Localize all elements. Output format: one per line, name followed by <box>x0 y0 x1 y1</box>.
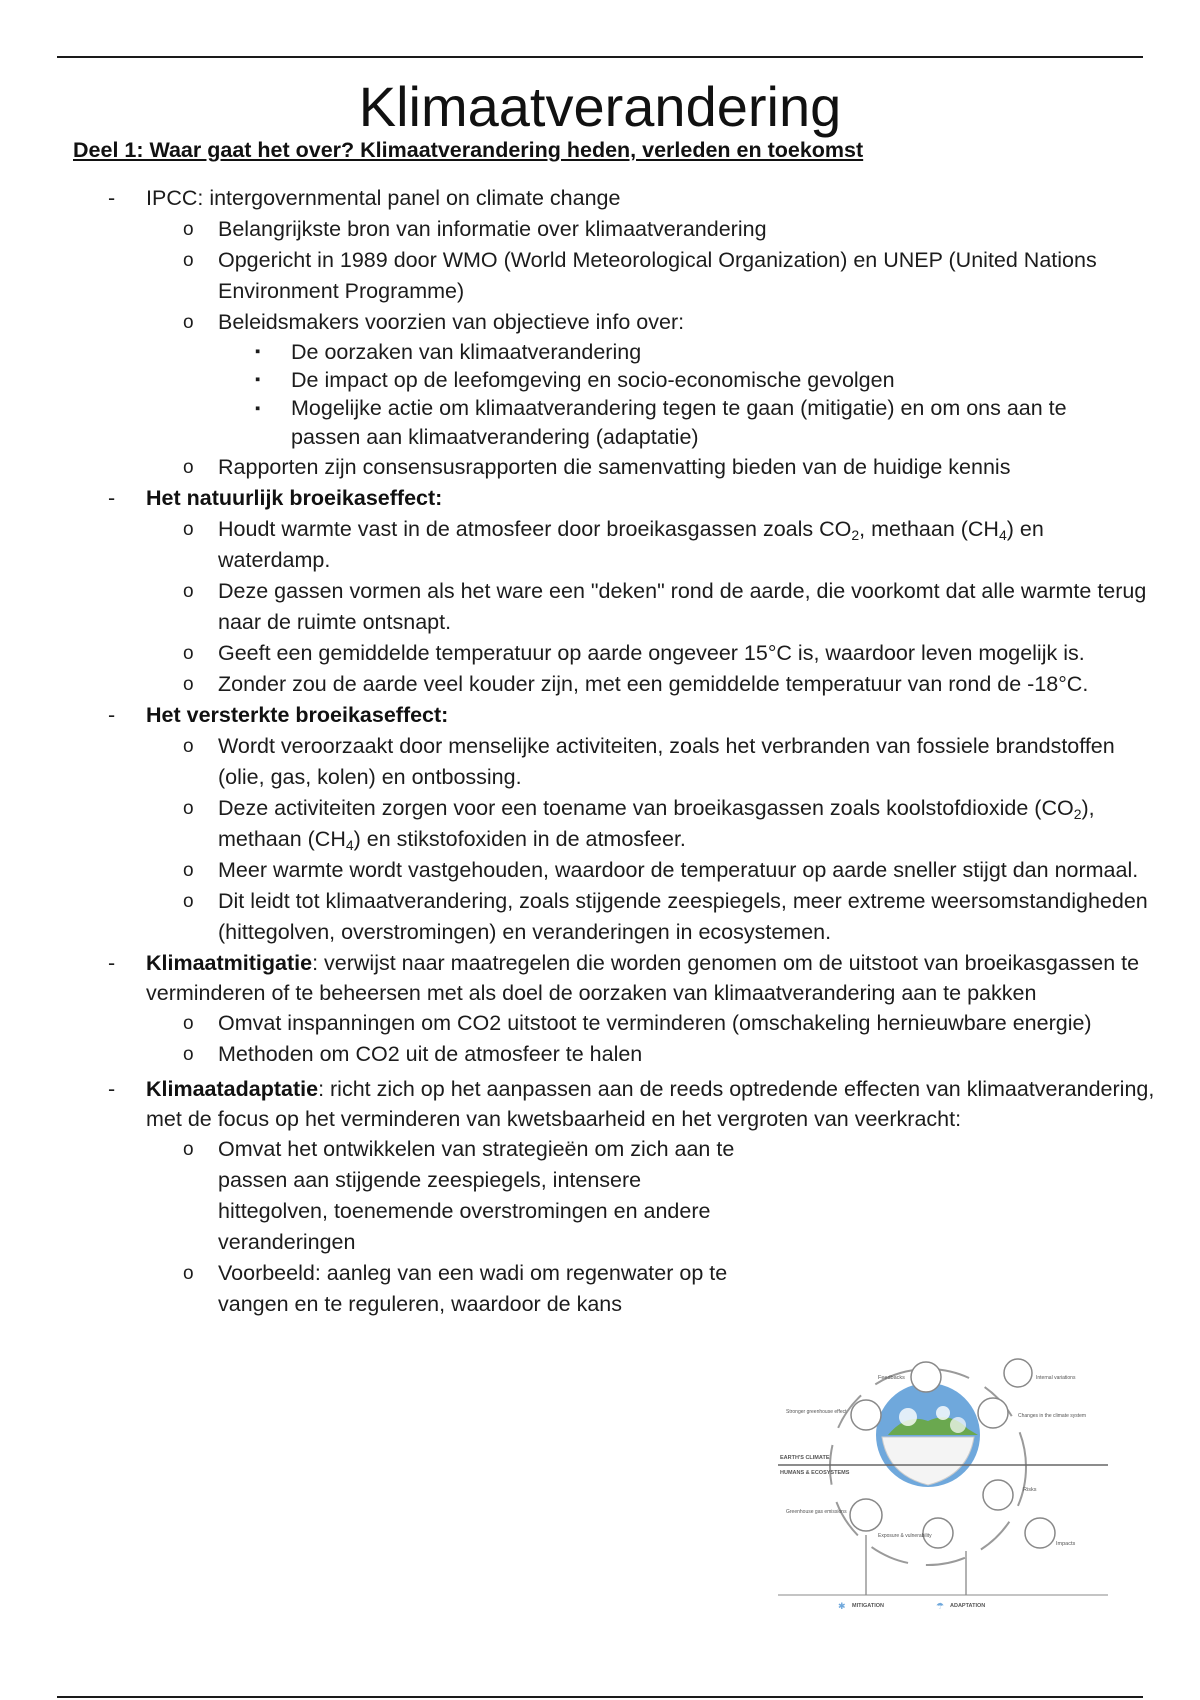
list-item <box>0 1008 1200 1039</box>
ipcc-heading: IPCC: intergovernmental panel on climate change <box>146 186 621 210</box>
internal-variations-icon <box>1004 1359 1032 1387</box>
list-item-natural-greenhouse <box>0 483 1200 514</box>
stronger-greenhouse-label: Stronger greenhouse effect <box>786 1409 847 1415</box>
feedbacks-label: Feedbacks <box>878 1375 905 1381</box>
list-item-adaptation <box>0 1074 1200 1134</box>
item-text: Klimaatadaptatie: richt zich op het aanpassen aan de reeds optredende effecten van klimaatverandering, met de focus op het verminderen van kwetsbaarheid en het vergroten van veerkracht: <box>146 1077 1155 1131</box>
circle-marker: o <box>183 1139 194 1160</box>
circle-marker: o <box>183 643 194 664</box>
item-text: Rapporten zijn consensusrapporten die samenvatting bieden van de huidige kennis <box>218 455 1011 479</box>
snowflake-icon: ✱ <box>838 1601 846 1611</box>
emissions-label: Greenhouse gas emissions <box>786 1509 847 1515</box>
item-text: Belangrijkste bron van informatie over klimaatverandering <box>218 217 767 241</box>
changes-climate-icon <box>978 1398 1008 1428</box>
bottom-rule <box>57 1696 1143 1698</box>
dash-marker: - <box>108 486 116 510</box>
item-text: Klimaatmitigatie: verwijst naar maatregelen die worden genomen om de uitstoot van broeikasgassen te verminderen of te beheersen met als doel de oorzaken van klimaatverandering aan te pakken <box>146 951 1140 1005</box>
list-item <box>0 1039 1200 1070</box>
document-body <box>0 183 1200 1320</box>
item-text: De oorzaken van klimaatverandering <box>291 340 642 364</box>
circle-marker: o <box>183 798 194 819</box>
dash-marker: - <box>108 703 116 727</box>
circle-marker: o <box>183 736 194 757</box>
square-marker: ▪ <box>255 343 261 360</box>
item-text: Deze gassen vormen als het ware een "deken" rond de aarde, die voorkomt dat alle warmte terug naar de ruimte ontsnapt. <box>218 579 1147 634</box>
list-item <box>0 514 1200 576</box>
square-marker: ▪ <box>255 371 261 388</box>
earth-climate-label: EARTH'S CLIMATE <box>780 1455 830 1461</box>
circle-marker: o <box>183 1044 194 1065</box>
square-marker: ▪ <box>255 400 261 417</box>
climate-system-diagram <box>778 1355 1118 1615</box>
item-text: Meer warmte wordt vastgehouden, waardoor de temperatuur op aarde sneller stijgt dan normaal. <box>218 858 1139 882</box>
stronger-greenhouse-icon <box>851 1400 881 1430</box>
mitigation-term: Klimaatmitigatie <box>146 951 313 975</box>
list-item <box>0 1258 1200 1320</box>
dash-marker: - <box>108 951 116 975</box>
circle-marker: o <box>183 312 194 333</box>
list-item <box>0 731 1200 793</box>
circle-marker: o <box>183 860 194 881</box>
list-item <box>0 214 1200 245</box>
risks-label: Risks <box>1023 1487 1037 1493</box>
circle-marker: o <box>183 250 194 271</box>
feedbacks-icon <box>911 1362 941 1392</box>
item-text: Omvat inspanningen om CO2 uitstoot te verminderen (omschakeling hernieuwbare energie) <box>218 1011 1092 1035</box>
list-item <box>0 669 1200 700</box>
list-item <box>0 394 1200 452</box>
impacts-label: Impacts <box>1056 1541 1076 1547</box>
list-item <box>0 576 1200 638</box>
impacts-icon <box>1025 1518 1055 1548</box>
list-item <box>0 1134 1200 1258</box>
list-item <box>0 452 1200 483</box>
circle-marker: o <box>183 1263 194 1284</box>
circle-marker: o <box>183 519 194 540</box>
item-text: Dit leidt tot klimaatverandering, zoals stijgende zeespiegels, meer extreme weersomstandigheden (hittegolven, overstromingen) en veranderingen in ecosystemen. <box>218 889 1148 944</box>
greenhouse-emissions-icon <box>850 1499 882 1531</box>
item-text: Opgericht in 1989 door WMO (World Meteorological Organization) en UNEP (United Nations Environment Programme) <box>218 248 1097 303</box>
exposure-label: Exposure & vulnerability <box>878 1533 932 1539</box>
item-text: Zonder zou de aarde veel kouder zijn, met een gemiddelde temperatuur van rond de -18°C. <box>218 672 1089 696</box>
item-text: Geeft een gemiddelde temperatuur op aarde ongeveer 15°C is, waardoor leven mogelijk is. <box>218 641 1085 665</box>
item-text: Houdt warmte vast in de atmosfeer door broeikasgassen zoals $CO_2$, methaan $(CH_4)$ en waterdamp. <box>218 517 1044 572</box>
mitigation-label: MITIGATION <box>852 1603 884 1609</box>
list-item <box>0 307 1200 338</box>
umbrella-icon: ☂ <box>936 1601 945 1611</box>
top-rule <box>57 56 1143 58</box>
item-text: Mogelijke actie om klimaatverandering tegen te gaan (mitigatie) en om ons aan te passen aan klimaatverandering (adaptatie) <box>291 396 1067 449</box>
list-item <box>0 886 1200 948</box>
list-item <box>0 638 1200 669</box>
item-text: Voorbeeld: aanleg van een wadi om regenwater op te vangen en te reguleren, waardoor de kans <box>218 1261 728 1316</box>
adaptation-label: ADAPTATION <box>950 1603 986 1609</box>
item-text: De impact op de leefomgeving en socio-economische gevolgen <box>291 368 895 392</box>
circle-marker: o <box>183 674 194 695</box>
list-item <box>0 245 1200 307</box>
list-item <box>0 338 1200 366</box>
list-item <box>0 855 1200 886</box>
item-text: Deze activiteiten zorgen voor een toename van broeikasgassen zoals koolstofdioxide $(CO_2)$, methaan $(CH_4)$ en stikstofoxiden in de atmosfeer. <box>218 796 1095 853</box>
risks-icon <box>983 1480 1013 1510</box>
circle-marker: o <box>183 581 194 602</box>
item-text: Wordt veroorzaakt door menselijke activiteiten, zoals het verbranden van fossiele brandstoffen (olie, gas, kolen) en ontbossing. <box>218 734 1115 789</box>
adaptation-term: Klimaatadaptatie <box>146 1077 319 1101</box>
changes-climate-label: Changes in the climate system <box>1018 1413 1087 1419</box>
internal-variations-label: Internal variations <box>1036 1375 1076 1381</box>
list-item <box>0 793 1200 855</box>
list-item <box>0 366 1200 394</box>
item-text: Omvat het ontwikkelen van strategieën om zich aan te passen aan stijgende zeespiegels, intensere hittegolven, toenemende overstromingen en andere veranderingen <box>218 1137 735 1254</box>
natural-heading: Het natuurlijk broeikaseffect: <box>146 486 443 510</box>
humans-ecosystems-label: HUMANS & ECOSYSTEMS <box>780 1470 850 1476</box>
page-title: Klimaatverandering <box>358 75 842 138</box>
enhanced-heading: Het versterkte broeikaseffect: <box>146 703 449 727</box>
item-text: Beleidsmakers voorzien van objectieve info over: <box>218 310 685 334</box>
item-text: Methoden om CO2 uit de atmosfeer te halen <box>218 1042 643 1066</box>
circle-marker: o <box>183 891 194 912</box>
circle-marker: o <box>183 457 194 478</box>
list-item-mitigation <box>0 948 1200 1008</box>
circle-marker: o <box>183 1013 194 1034</box>
section-heading: Deel 1: Waar gaat het over? Klimaatverandering heden, verleden en toekomst <box>73 138 864 162</box>
list-item-ipcc <box>0 183 1200 214</box>
list-item-enhanced-greenhouse <box>0 700 1200 731</box>
dash-marker: - <box>108 186 116 210</box>
dash-marker: - <box>108 1077 116 1101</box>
circle-marker: o <box>183 219 194 240</box>
